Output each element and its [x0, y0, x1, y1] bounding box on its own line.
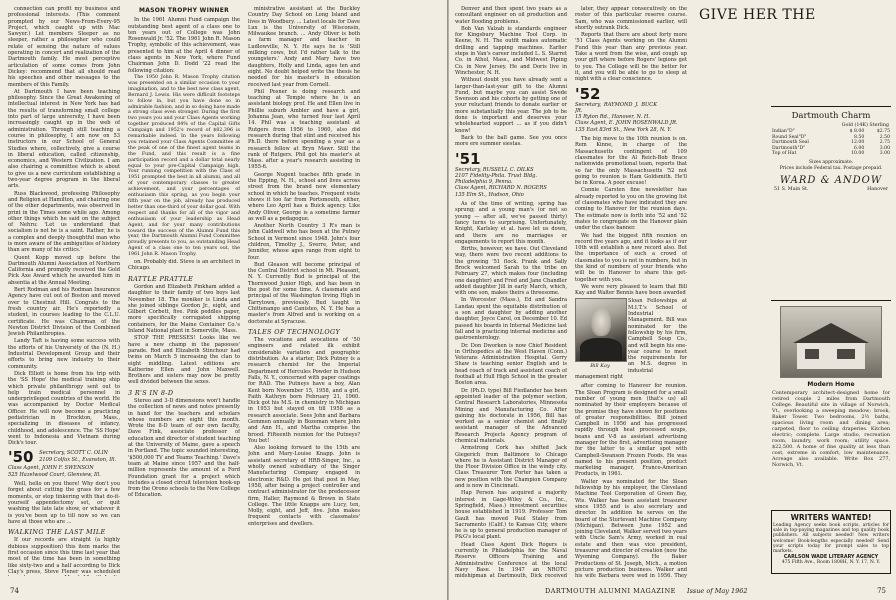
paragraph: The vocations and avocations of '50 engineers and related ilk exhibit considerable variation and geographic distribution. As a starter, Dick Putney is a research chemist for the Imperial Department of Hercules Powder in Hudson Falls, N. Y., concerned with paper coatings for RAD. The Putneys have a boy, Alan Kent born November 15, 1958, and a girl, Faith Kathryn born February 21, 1960. Dick got his M.S. in chemistry in Michigan in 1953 but stayed on till 1958 as a research associate. Sees John and Barbara Gemmen annually in Bozeman where John and Ann H., and Martha comprise the brood. Fifteenth reunion for the Putneys? You bet!	[248, 337, 360, 444]
class-agent: Class Agent, JOHN F. SWENSON	[8, 465, 94, 472]
gold-price: $ 8.00	[849, 129, 865, 134]
paragraph: Without doubt you have already sent a larger-than-last-year gift to the Alumni Fund, but maybe you can assist Swede Swenson and his cohorts by getting one of your reluctant friends to donate earlier or more substantially this year. The job to be done is important and deserves your wholehearted support ... as if you didn't know!	[455, 77, 567, 134]
left-column-2	[128, 6, 240, 576]
paragraph: Gordon and Elizabeth Pinkham added a daughter to their family of two boys last November 18. The moniker is Linda and she joined siblings Gordon Jr., eight, and Gilbert Corbett, five. Pink peddles paper, more specifically corrugated shipping containers, for the Maine Container Co.'s Inland National plant in Somerville, Mass.	[128, 283, 240, 335]
paragraph: Connie Carsten fine newsletter has already reported to you on the growing list of classmates who have indicated they are coming to Hanover for the reunion days. The estimate now is forth into '52 and '52 mates to congregate on the Hanover plain under the class banner.	[575, 187, 687, 232]
paragraph: STOP THE PRESSES! Looks like we have a new champ in the papooses' parade. Rod and Elizabeth Stinchour had twins on March 5 increasing the clan to eight middling. Latest editions are Katherine Ellen and John Maxwell. Brothers and sisters may now be pretty well divided between the sexes.	[128, 335, 240, 386]
secretary: Secretary, RAYMOND J. BUCK JR.	[575, 101, 657, 114]
class-year: '52	[575, 84, 601, 103]
house-photo	[780, 306, 882, 378]
class-year: '51	[455, 149, 481, 168]
class-agent-address: 135 Elm St., Hudson, Ohio	[455, 191, 524, 198]
secretary-address: 2107 Fidelity-Phila. Trust Bldg. Philadelphia 9, Penna.	[455, 172, 537, 186]
section-heading: WALKING THE LAST MILE	[8, 528, 106, 537]
paragraph: Russ Blackwood, professing Philosophy and Religion at Hamilton, and chairing one of the other departments, was observed in print in the Times some while ago. Among other things which he said on the subject of Nehru: 'Let us understand that socialism is not he is a saint. Rather, he is a complex and deeply thoughtful man who is more aware of the ambiguities of history than are many of his critics.'	[8, 190, 120, 254]
paragraph: Quent Kopp moved up before the Dartmouth Alumni Association of Northern California and promptly received the Gold Pick Axe Award which he awarded him in absentia at the Annual Meeting.	[8, 254, 120, 286]
charm-note-sizes: Sizes approximate.	[808, 159, 854, 165]
paragraph: If our records are straight (a highly dubious supposition) this item marks the first occasion since this time last year that most of the time has been in something like sixty-two and a half according to Dick Clay's press, Steve Flener was scheduled	[8, 537, 120, 575]
paragraph: Denver and then spent two years as a consultant engineer on oil production and water flooding problems.	[455, 6, 567, 25]
paragraph: Bert Rodman and his Rodman Insurance Agency have cut out of Boston and moved over to Chestnut Hill. Congrats to the fresh country air. He's reportedly a student, in courses leading to the C.L.U. certificate. He was Chairman of the Newton District Division of the Combined Jewish Philanthropies.	[8, 287, 120, 338]
paragraph: Bob Van Valzah is standards engineer for Kingsbury Machine Tool Corp. in Keene, N. H. The outfit makes automatic drilling and tapping machines. Earlier steps in Van's career included L. S. Starret Co. in Athol, Mass., and Midwest Piping Co. in New Jersey. He and Doris live in Winchester, N. H.	[455, 25, 567, 76]
paragraph: In Worcester (Mass.), Ed and Sandra Landau spent the equitable distribution of a son and daughter by adding another daughter, Joyce Carol, on December 10. Ed passed his boards in Internal Medicine last fall and is practicing internal medicine and gastroenterology.	[455, 297, 567, 342]
charm-price-header: Gold (14K) Sterling	[841, 123, 889, 128]
left-column-1	[8, 6, 120, 576]
left-page	[0, 0, 447, 600]
table-row	[771, 151, 891, 157]
writers-ad-body: Leading Agency seeks book scripts, articles for sale in top-paying magazines and top quality book publishers. All subjects needed! New writers welcome! Book-lengths especially needed! Send your scripts today for prompt sales to top markets.	[773, 523, 889, 555]
give-her-ad-title: GIVE HER THE	[699, 7, 816, 23]
paragraph: We had the biggest fifth reunion on record five years ago, and it looks as if our 10th will establish a new record also. But the importance of such a crowd of classmates to you is not in numbers, but in the kind of numbers of your friends who will be in Hanover to share this get-together with you.	[575, 232, 687, 283]
left-col4-spacer	[368, 6, 440, 66]
charm-name: Round Seal"D"	[772, 134, 807, 140]
class-1951-header	[455, 149, 567, 198]
paragraph: Also looking forward to the 15th are John and Mary-Louise Knapp. John is assistant secretary of HRB-Singer, Inc., a wholly owned subsidiary of the Singer Manufacturing Company engaged in electronic R&D. He got that post in May, 1958, after being a project controller and contract administrator for the predecessor firm, Haller, Raymond & Brown in State College. The little Knapps are Lucy, ten, Molly, eight, and Jeff, five. John makes frequent contacts with classmates' enterprises and dwellers.	[248, 445, 360, 527]
portrait-photo	[575, 298, 627, 362]
sterling-price: 3.00	[879, 145, 890, 151]
paragraph: The 1950 John R. Mason Trophy citation was presented on a similar occasion to your imagination, and to the best new class agent, Bernard J. Lewis. His were difficult footsteps to follow in, but you have done so in admirable fashion, and in so doing have made a strong class even stronger. During the first two years you and your Class Agents working together produced 84% of the Capital Gifts Campaign and 1952's record of $82,396 is remarkable indeed. In the years following you retained your Class Agents Committee at the peak of one of the finest agent teams in the Fund, and this result is a fine participation record and a dollar total nearly equal to your pre-Capital Campaign high. Your running competition with the Class of 1951 prompted the best in all alumni, and all of your contemporary classes to greater achievement, and your percentages of enthusiasm this spring, as you begin your fifth year on the job, already has produced better than one-third of your dollar goal. With respect and thanks for all of the vigor and enthusiasm of your leadership as Head Agent, and for your many contributions toward the success of the Alumni Fund this year, the Dartmouth Alumni Fund Committee proudly presents to you, as outstanding Head Agent of a class one to ten years out, the 1961 John R. Mason Trophy.	[128, 74, 240, 258]
paragraph: Bud Gleason will become principal of the Central District school in Mt. Pleasant, N. Y. Currently Bud is principal of the Thornwood Junior High, and has been in the post for some time. A classmate and principal of the Washington Irving High in Tarrytown, previously. Bud taught in Chittenango and Canisteo, N. Y. He has a master's from Alfred and is working on a doctorate at Syracuse.	[248, 261, 360, 325]
paragraph: George Nugent teaches fifth grade in the Epping, N. H., school and lives across street from the brand new elementary school in which he teaches. Frequent visits shows it too far from Portsmouth, either, where Leo April has a Buick agency. Like Andy Oliver, George is a sometime farmer as well as a pedagogue.	[248, 171, 360, 222]
gold-price: 10.00	[851, 151, 865, 157]
page-number-left: 74	[10, 587, 19, 595]
sterling-price: $2.75	[876, 129, 890, 134]
magazine-masthead: DARTMOUTH ALUMNI MAGAZINE	[545, 587, 676, 595]
paragraph: Walter was nominated for the Sloan fellowship by his employer, the Cleveland Machine Tool Corporation of Green Bay, Wis. Walker has been assistant treasurer since 1955 and is also secretary and director. In addition he serves on the board of the Sturtevant Machine Company (Michigan). Between June 1952 and joining Cleveland, Walker served two years with Uncle Sam's Army, worked in real estate and then was vice president, treasurer and director of creation (now the Wyoming Company). He Baker Productions of St. Joseph, Mich., a motion picture production business. Walker and his wife Barbara were wed in 1956. They	[575, 478, 687, 578]
charm-name: Top of Hat	[772, 151, 797, 157]
section-heading: RATTLE PRATTLE	[128, 274, 194, 283]
paragraph: As of the time of writing, spring has sprung; and a young man's (or not so young — after all, we've passed thirty) fancy turns to surprising. Unfortunately, Knight, Karlsley et al. have let us down, and there are no marriages or engagements to report this month.	[455, 201, 567, 245]
paragraph: Another North Country 3 R's man is John Caldwell who has been at the Putney School in Vermont since 1948. John's four children, Timothy J., Sverre, Peter, and Jennifer, whose ages range from eight to four.	[248, 223, 360, 261]
photo-figure	[575, 298, 625, 369]
charm-ad-title: Dartmouth Charm	[791, 111, 871, 121]
class-agent-address: 525 Hazelwood Court, Glenview, Ill.	[8, 471, 101, 478]
paragraph: on. Probably did. Steve is an architect in Chicago.	[128, 259, 240, 272]
secretary-address: 15 Ryton Rd., Hanover, N. H.	[575, 114, 650, 121]
house-roof	[793, 323, 869, 343]
class-agent-info	[455, 185, 567, 198]
paragraph: later, they appear consecutively on the roster of this particular reserve course. Sam, who was commissioned earlier, will shortly outrank Dick.	[575, 6, 687, 31]
class-1952-header	[575, 84, 687, 133]
sterling-price: 2.50	[879, 134, 890, 140]
writers-agency-address: 475 Fifth Ave., Room 1808H, N. Y. 17, N. Y.	[781, 560, 881, 566]
class-agent-info	[575, 120, 687, 133]
charm-price-table	[771, 129, 891, 157]
class-secretary-info	[39, 450, 116, 463]
photo-block	[575, 298, 687, 381]
charm-name: Indian"D"	[772, 129, 795, 134]
mason-trophy-heading: MASON TROPHY WINNER	[138, 7, 230, 14]
gold-price: 6.00	[854, 145, 865, 151]
paragraph: Hap Person has acquired a majority interest in Gage-Wiley & Co., Inc., Springfield, Mass.) investment securities house established in 1919. Professor Tom Gault has moved Paul Staley from Sacramento (Calif.) to Kansas City, where he is up to general production manager of P&G's local plant.	[455, 490, 567, 541]
paragraph: Reports that there are about forty more '51 Class Agents working on the Alumni Fund this year than any previous year. Take a word from the wise, and cough up your gift where before Rogers' legions get to you. The College will be the better for it, and you will be able to go to sleep at night with a clear conscience.	[575, 32, 687, 83]
paragraph: Phil Posner is doing research and teaching at Temple where he is an assistant biology prof. He and Ellen live in Phillie suburb Ambler and have a girl, Johanna Jean, who turned four last April 14. Phil was a teaching assistant at Rutgers from 1956 to 1960, also did research during that stint and received his Ph.D. there before spending a year as a research fellow at Bryn Mawr. Still the rank of Rutgers. Phil got his master's at Mass. after a year's research assisting in 1955-6.	[248, 88, 360, 171]
paragraph: Landy Taft is having some success with the efforts of his University of the (N. H.) Industrial Development Group and their efforts to bring new industry to their community.	[8, 338, 120, 370]
class-secretary-info	[575, 102, 657, 121]
photo-caption: Bill Kay	[590, 363, 610, 370]
charm-ad-address	[771, 187, 891, 192]
paragraph: connection can profit my business and professional interests. (This comment prompted by our News-From-Every-95 Project, which caught up with Mac Sawyer.) Let members Sleeper as no sleeper, rather a philosopher who could relate of sensing the nature of values operating in concert and realization of the Dartmouth family. He most perceptive articulation of some comes from John Dickey: recommend that all should read his speeches and other messages to the members of this Family.	[8, 6, 120, 88]
right-page	[449, 0, 896, 600]
paragraph: In the 1961 Alumni Fund campaign the outstanding best agent of a class one to ten years out of College was John Rosenwald Jr. '52. The 1961 John R. Mason Trophy, symbolic of this achievement, was presented to him at the April 4 dinner of class agents in New York, where Fund Chairman John D. Dodd '22 read the following citation:	[128, 17, 240, 74]
section-heading: TALES OF TECHNOLOGY	[248, 327, 341, 336]
paragraph: Well, hello on you there! Why don't you forget about cutting the grass for a few moments, or stop tinkering with that do-it-yourself appendectomy set, or quit washing the late late show, or whatever it is you've been up to till now so we can have at those who are ...	[8, 481, 120, 525]
paragraph: Head Class Agent Dick Rogers is currently in Philadelphia for the Naval Reserve Officers Training and Administrative Conference at the local Navy Base. In 1947 an NROTC midshipman at Dartmouth, Dick received	[455, 541, 567, 578]
paragraph: ministrative assistant at the Buckley Country Day School on Long Island and lives in Woodbury. ... Latest locale for Dave Lux is the University of Wisconsin, Milwaukee branch. ... Andy Oliver is both a farm manager and teacher in Ludlowville, N. Y. He says he is 'Still milking cows, but I'd rather talk to the youngsters.' Andy and Mary have two daughters, Holly and Linda, ages ten and eight. No doubt helped write the thesis he needed for his master's in education received last year from Cornell.	[248, 6, 360, 88]
paragraph: Dr. (Ph.D. type) Bill Fiedlander has been appointed leader of the polymer section, Central Research Laboratories, Minnesota Mining and Manufacturing Co. After gaining his doctorate in 1956, Bill has worked as a senior chemist and finally assistant manager of the Advanced Research Projects Agency program of chemical materials.	[455, 387, 567, 444]
dartmouth-charm-ad[interactable]	[771, 106, 891, 297]
issue-date: Issue of May 1962	[687, 587, 748, 595]
charm-name: Dartmouth"D"	[772, 145, 806, 151]
class-secretary-info	[455, 167, 537, 186]
col1-paragraphs	[8, 6, 120, 190]
class-agent: Class Agent, E. JOHN ROSENWALD JR.	[575, 120, 678, 127]
section-heading: 3 R'S IN 8-D	[128, 388, 174, 397]
sterling-price: 3.00	[879, 151, 890, 157]
sterling-price: 2.75	[879, 140, 890, 146]
paragraph: Back to the ball game. See you once more ere summer siestas.	[455, 134, 567, 148]
gold-price: 8.50	[854, 134, 865, 140]
paragraph: Sloan Fellowships at M.I.T.'s School of Industrial Management. Bill was nominated for the fellowship by his firm, Campbell Soup Co., and will begin his one-year course to meet the requirements for an M.S. degree in industrial management right	[575, 298, 687, 381]
col1b-paragraphs	[8, 191, 120, 447]
class-agent-address: 135 East 83rd St., New York 28, N. Y.	[575, 126, 672, 133]
right-column-2	[575, 6, 687, 578]
paragraph: Stereo and 3-D dimensions won't handle the collection of news and notes presently in hand for the teachers and scholars whose numbers are eight this month. Wrote the 8-D team of our own faculty, Dave Fink, associate professor of education and director of student teaching at the University of Maine, gave a speech in Portland. The topic sounded interesting, '$500,000 TV and Teams Teaching.' Dave's team at Maine since 1957 and the half-million represents the amount of a Ford Foundation grant for a project which includes a closed circuit television hook-up from the Orono schools to the New College of Education.	[128, 398, 240, 499]
class-agent: Class Agent, RICHARD N. ROGERS	[455, 185, 547, 192]
paragraph: after coming to Hanover for reunion. The Sloan Program is designed for a small number of young men (that's us) all nominated by their employers because of the promise they have shown for positions of greater responsibilities. Bill joined Campbell in 1956 and has progressed rapidly through heat processed soups, beans and V-8 as assistant advertising manager for the first, advertising manager for the latter to a similar spot with Campbell-Swanson Frozen Foods. He was named to his present position, product marketing manager, Franco-American Products, in 1961.	[575, 383, 687, 478]
paragraph: The big move to the 10th reunion is on. Rem Kinne, in charge of the Massachusetts contingent of 109 classmates for the Al Reich-Bob Brace nationwide promotional team, reports that so far the only Massachusetts '52 not going to reunion is Ham Goldsmith. He'll be in Korea. A poor excuse!	[575, 136, 687, 187]
paragraph: Armstrong Cork has shifted Jack Giegerich from Baltimore to Chicago where he is Assistant District Manager of the Floor Division Office in the windy city. Class Treasurer Tom Porter has taken a new position with the Champion Company and is now in Cincinnati.	[455, 445, 567, 490]
writers-wanted-ad[interactable]	[771, 510, 891, 574]
modern-home-ad[interactable]	[771, 300, 891, 481]
paragraph: At Dartmouth I have been teaching philosophy. Since the Great Awakening of intellectual interest in New York has had the results of transforming small college into part of large university, I have been increasingly caught up in the web of administration. Through still teaching a course in philosophy, I am now on 53 instructors in our School of General Studies where, collectively, give a course in liberal education, called citizenship, economics, and Western Civilization. I am also chairing a committee which is about to give us a new curriculum establishing a two-year degree program in the liberal arts.	[8, 88, 120, 190]
charm-note-prices: Prices include Federal tax. Postage prepaid.	[779, 165, 883, 171]
paragraph: Dick Elliott is home from his trip with the 'SS Hope' the medical training ship which private philanthropy sent out to help train medical personnel in underprivileged countries of the world. He was accompanied by Doctor Medical Officer. He will now become a practicing pediatrician in Brockton, Mass., specializing in diseases of infancy, childhood, and adolescence. The 'SS Hope' went to Indonesia and Vietnam during Dick's tour.	[8, 370, 120, 447]
right-column-1	[455, 6, 567, 578]
paragraph: Births, however, we have. Out Cleveland way, there were two recent additions to the growing '51 flock. Frank and Sally Brock welcomed Sarah to the tribe on February 27, which makes four (including one daughter) and Fred and Jane Chandler added daughter Jill in early March, which, with one son, makes theirs a threesome.	[455, 246, 567, 297]
portrait-face	[591, 308, 611, 336]
secretary: Secretary, SCOTT C. OLIN	[39, 450, 108, 457]
paragraph: We were very pleased to learn that Bill Kay and Walter Bennis have been awarded	[575, 283, 687, 297]
portrait-suit	[580, 338, 622, 362]
street-address: 51 S. Main St.	[774, 187, 809, 193]
left-column-3	[248, 6, 360, 576]
secretary: Secretary, RUSSELL C. DILKS	[455, 166, 534, 173]
house-window	[837, 349, 855, 359]
charm-name: Dartmouth Seal	[772, 140, 809, 146]
ward-andow-logo: WARD & ANDOW	[779, 175, 883, 187]
house-window	[805, 349, 819, 359]
writers-agency-name: CARLSON WADE LITERARY AGENCY	[783, 555, 879, 561]
class-year: '50	[8, 448, 34, 467]
secretary-address: 2109 Colfax St., Evanston, Ill.	[39, 456, 117, 463]
page-number-right: 75	[877, 587, 886, 595]
gold-price: 12.00	[851, 140, 865, 146]
left-column-4	[368, 6, 440, 576]
city: Hanover	[867, 187, 888, 193]
class-1950-header	[8, 450, 120, 478]
class-agent-info	[8, 465, 120, 478]
writers-ad-heading: WRITERS WANTED!	[790, 513, 872, 522]
paragraph: Dr. Don Dworken is now Chief Resident in Orthopedics at the West Haven (Conn.) Veterans Administration Hospital. Gerry Shaw is teaching senior English and is head coach of track and assistant coach of football at Hull High School in the greater Boston area.	[455, 342, 567, 387]
home-ad-heading: Modern Home	[807, 381, 855, 388]
home-ad-body: Contemporary architect-designed home for retired couple 2 miles from Dartmouth College. Beautiful site in village of Norwich, Vt., overlooking a sweeping meadow; brook, Baker Tower. Two bedrooms, 2½ baths, spacious living room and dining area; carpeted, floor to ceiling draperies. Kitchen electric; complete. Large studio, recreation room, laundry, work room; utility space. $22,500. A home of fine quality at less than cost, extreme in comfort, low maintenance. Acreage also available. Write Box 277, Norwich, Vt.	[772, 390, 890, 468]
